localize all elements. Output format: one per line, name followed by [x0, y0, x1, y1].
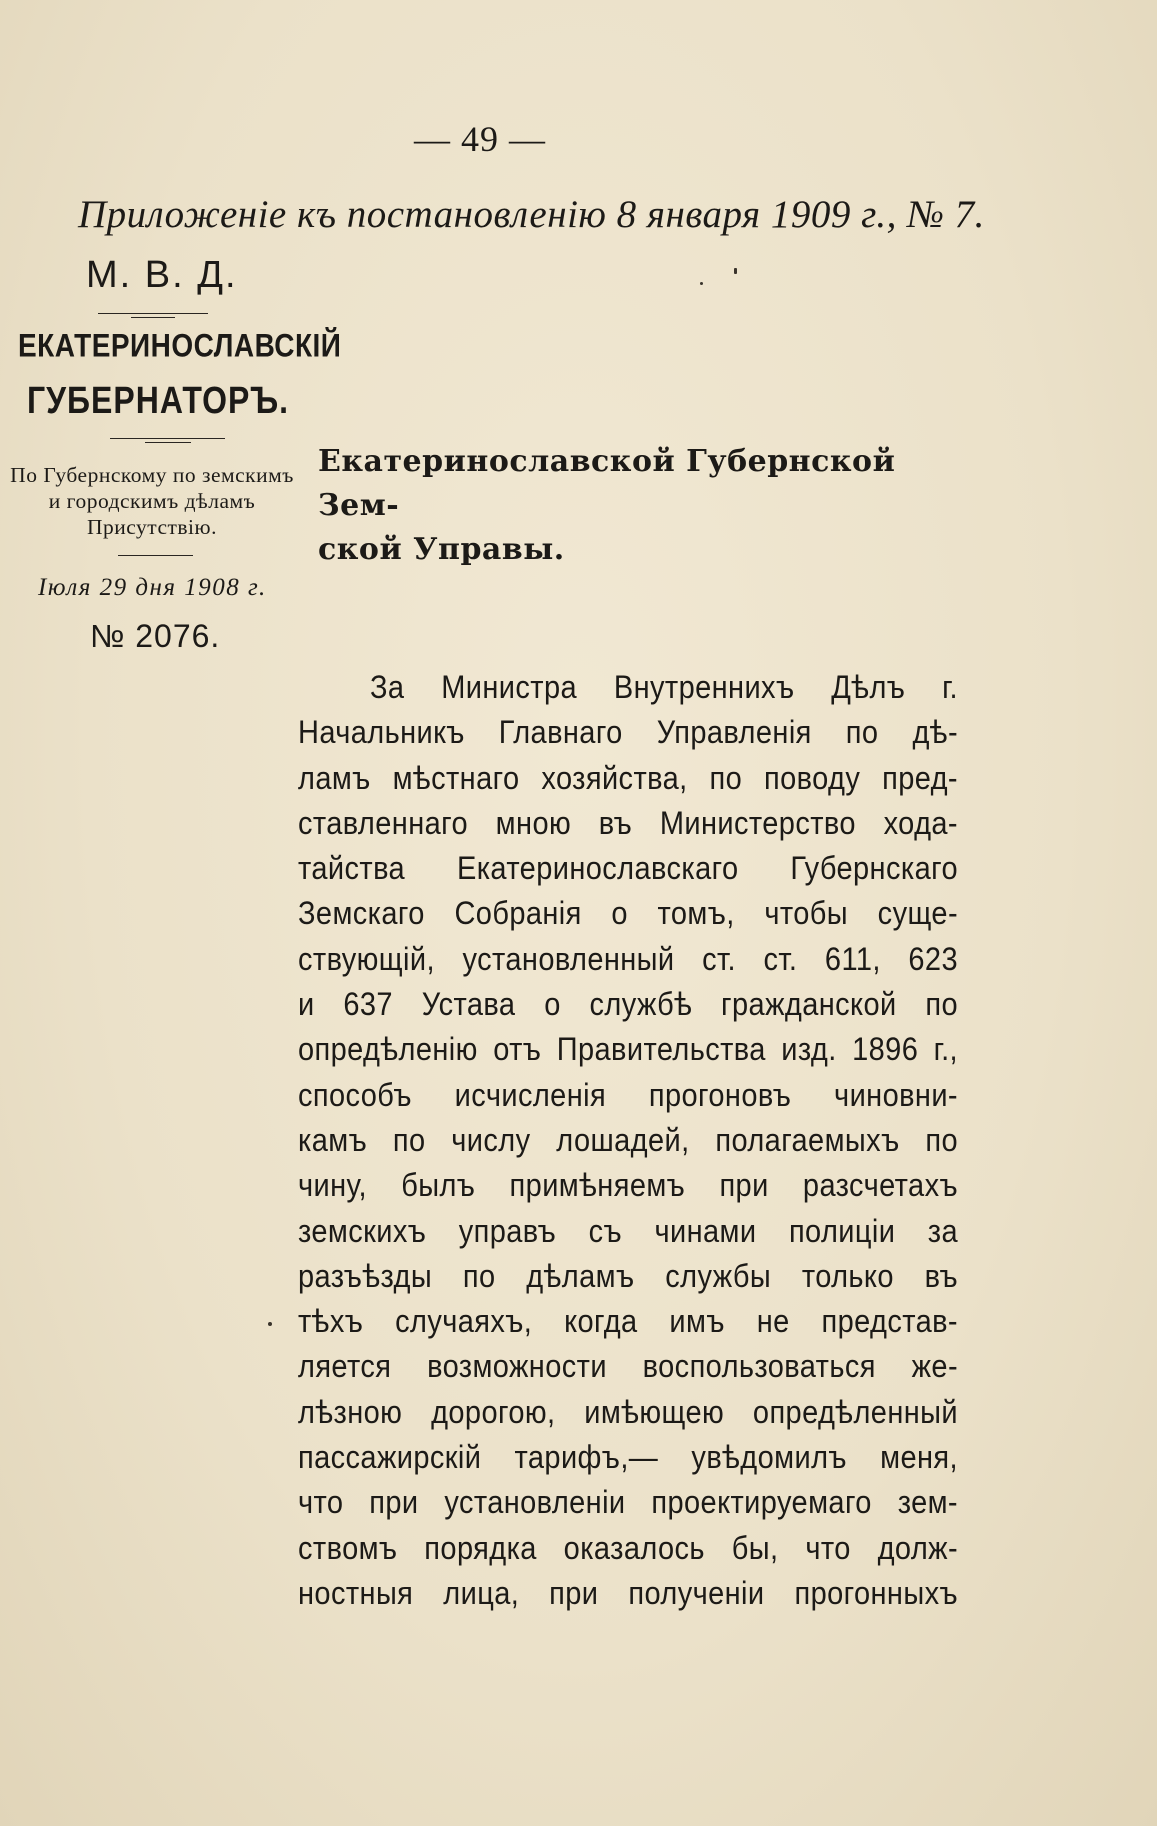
body-line: земскихъ управъ съ чинами полиціи за [298, 1213, 958, 1250]
addressee [318, 440, 958, 572]
sender-title-2: ГУБЕРНАТОРЪ. [26, 378, 290, 422]
body-line: ностныя лица, при полученіи прогонныхъ [298, 1575, 958, 1612]
department-note: По Губернскому по земскимъ и городскимъ дѣламъ Присутствію. [10, 463, 294, 539]
letter-body [298, 666, 958, 1617]
body-line: камъ по числу лошадей, полагаемыхъ по [298, 1122, 958, 1159]
letter-date: Іюля 29 дня 1908 г. [38, 574, 267, 601]
body-line: и 637 Устава о службѣ гражданской по [298, 987, 958, 1023]
body-line: Начальникъ Главнаго Управленія по дѣ- [298, 715, 958, 752]
page-number: — 49 — [414, 119, 546, 159]
margin-mark [268, 1322, 272, 1326]
body-line: тѣхъ случаяхъ, когда имъ не представ- [298, 1304, 958, 1340]
body-line: чину, былъ примѣняемъ при разсчетахъ [298, 1168, 958, 1205]
sender-title: ЕКАТЕРИНОСЛАВСКІЙ [18, 327, 342, 364]
body-line: тайства Екатеринославскаго Губернскаго [298, 851, 958, 888]
body-line: способъ исчисленія прогоновъ чиновни- [298, 1077, 958, 1114]
body-line: лѣзною дорогою, имѣющею опредѣленный [298, 1394, 958, 1431]
body-line: ламъ мѣстнаго хозяйства, по поводу пред- [298, 760, 958, 797]
body-line: разъѣзды по дѣламъ службы только въ [298, 1258, 958, 1295]
body-line: ставленнаго мною въ Министерство хода- [298, 805, 958, 842]
appendix-header: Приложеніе къ постановленію 8 января 1909 г., № 7. [78, 193, 985, 236]
margin-mark [734, 268, 737, 274]
body-line: За Министра Внутреннихъ Дѣлъ г. [370, 670, 958, 706]
body-line: ствомъ порядка оказалось бы, что долж- [298, 1530, 958, 1567]
body-line: ствующій, установленный ст. ст. 611, 623 [298, 941, 958, 978]
addressee-line: Екатеринославской Губернской Зем- [318, 444, 896, 523]
ministry-abbreviation: М. В. Д. [86, 254, 238, 296]
body-line: Земскаго Собранія о томъ, чтобы суще- [298, 896, 958, 933]
addressee-line: ской Управы. [318, 532, 565, 567]
letter-number: № 2076. [90, 618, 221, 654]
body-line: что при установленіи проектируемаго зем- [298, 1485, 958, 1522]
body-line: ляется возможности воспользоваться же- [298, 1349, 958, 1386]
divider [98, 313, 208, 314]
divider [118, 555, 193, 556]
body-line: опредѣленію отъ Правительства изд. 1896 г., [298, 1032, 958, 1069]
margin-mark [700, 282, 703, 285]
divider [110, 438, 225, 439]
body-line: пассажирскій тарифъ,— увѣдомилъ меня, [298, 1440, 958, 1476]
